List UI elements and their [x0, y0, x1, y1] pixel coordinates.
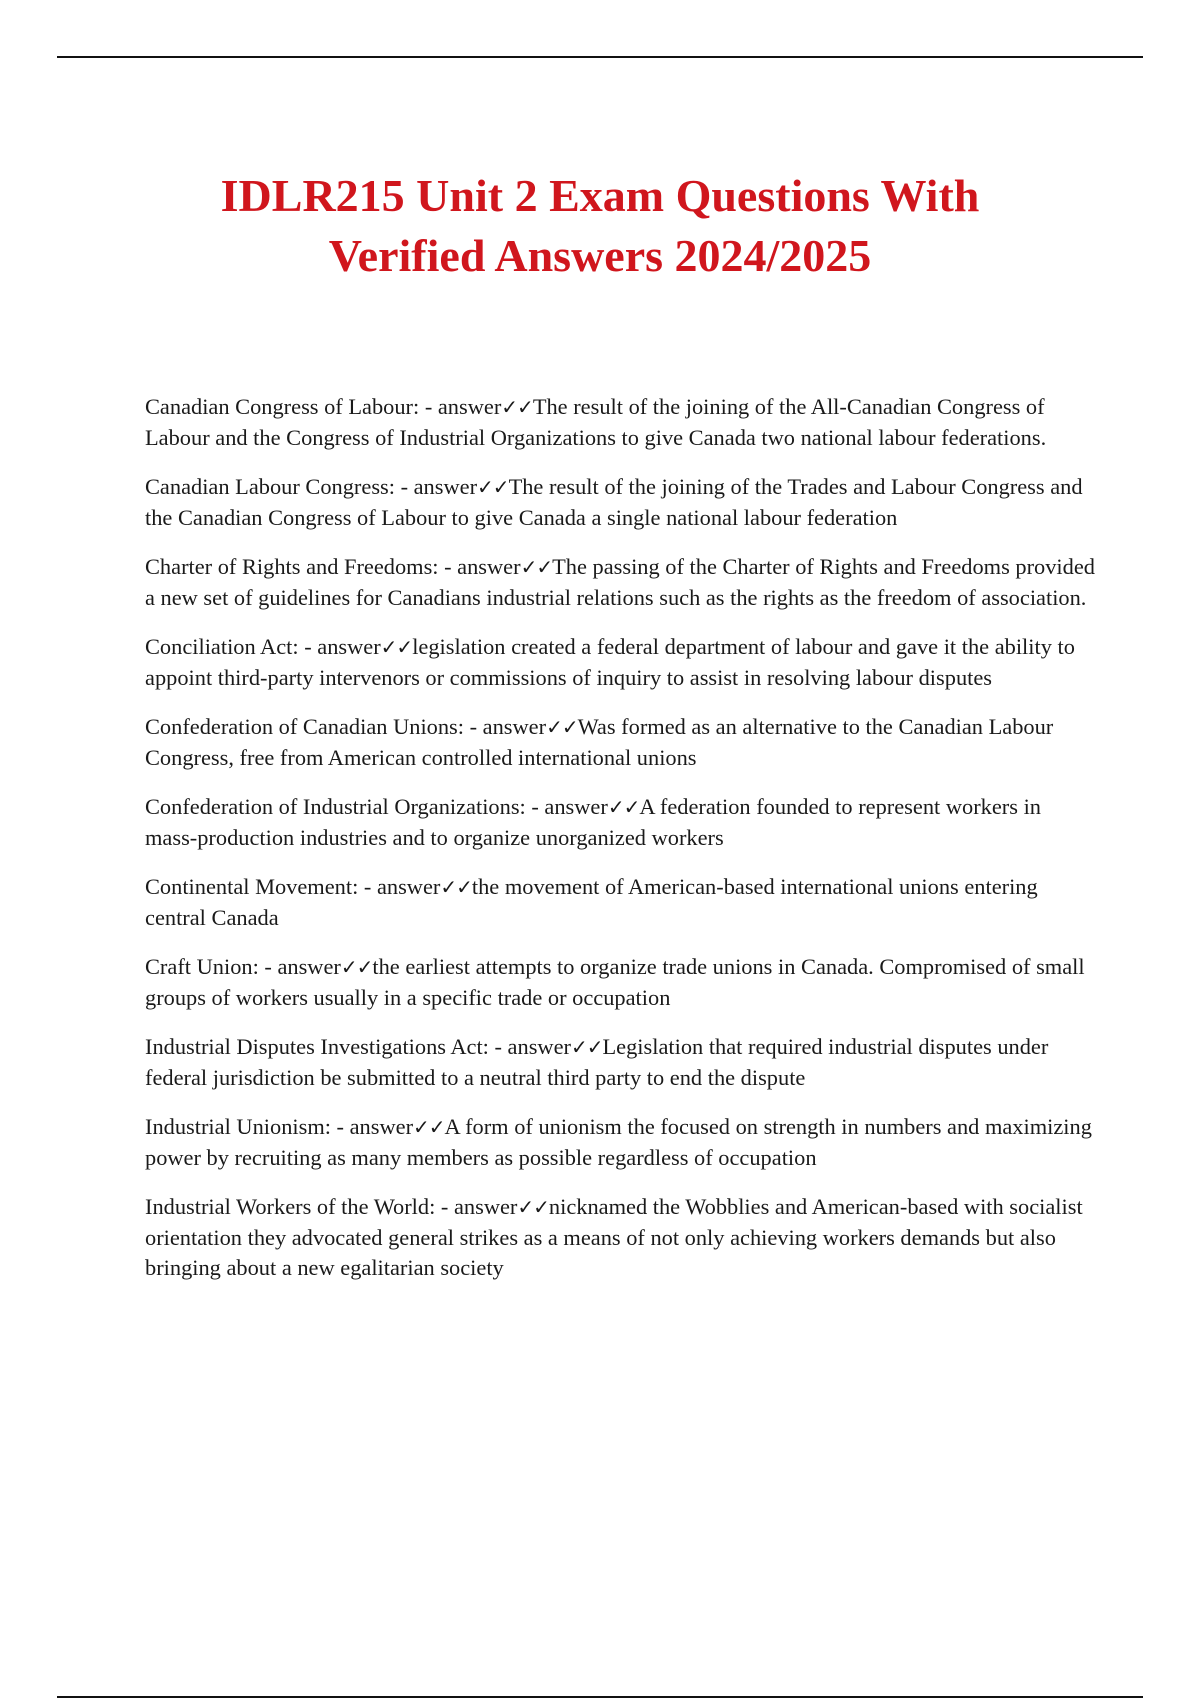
qa-definition: A federation founded to represent workers in mass-production industries and to organize unorganized workers: [145, 794, 1041, 850]
qa-entry: [145, 1032, 1095, 1093]
bottom-divider: [57, 1696, 1143, 1698]
qa-term: Conciliation Act: - answer: [145, 634, 381, 659]
title-line-2: Verified Answers 2024/2025: [328, 230, 872, 281]
check-marks-icon: ✓✓: [501, 395, 533, 419]
check-marks-icon: ✓✓: [477, 475, 509, 499]
qa-definition: the movement of American-based international unions entering central Canada: [145, 874, 1038, 930]
qa-entry: [145, 792, 1095, 853]
title-line-1: IDLR215 Unit 2 Exam Questions With: [220, 170, 980, 221]
qa-entry: [145, 952, 1095, 1013]
qa-definition: A form of unionism the focused on strength in numbers and maximizing power by recruiting as many members as possible regardless of occupation: [145, 1114, 1092, 1170]
qa-term: Canadian Labour Congress: - answer: [145, 474, 478, 499]
qa-term: Continental Movement: - answer: [145, 874, 441, 899]
qa-term: Craft Union: - answer: [145, 954, 341, 979]
qa-entry: [145, 552, 1095, 613]
document-title: [100, 166, 1100, 286]
qa-entry: [145, 1112, 1095, 1173]
check-marks-icon: ✓✓: [520, 555, 553, 579]
check-marks-icon: ✓✓: [340, 955, 373, 979]
check-marks-icon: ✓✓: [607, 795, 640, 819]
qa-term: Confederation of Canadian Unions: - answer: [145, 714, 547, 739]
qa-term: Canadian Congress of Labour: - answer: [145, 394, 502, 419]
qa-term: Industrial Disputes Investigations Act: - answer: [145, 1034, 571, 1059]
qa-list: [145, 392, 1095, 1303]
check-marks-icon: ✓✓: [440, 875, 472, 899]
check-marks-icon: ✓✓: [517, 1195, 549, 1219]
qa-term: Charter of Rights and Freedoms: - answer: [145, 554, 521, 579]
top-divider: [57, 56, 1143, 58]
qa-entry: [145, 1192, 1095, 1284]
qa-entry: [145, 712, 1095, 773]
qa-entry: [145, 392, 1095, 453]
qa-term: Industrial Unionism: - answer: [145, 1114, 414, 1139]
qa-definition: The passing of the Charter of Rights and Freedoms provided a new set of guidelines for Canadians industrial relations such as the rights as the freedom of association.: [145, 554, 1095, 610]
qa-definition: nicknamed the Wobblies and American-based with socialist orientation they advocated general strikes as a means of not only achieving workers demands but also bringing about a new egalitarian society: [145, 1194, 1083, 1280]
check-marks-icon: ✓✓: [413, 1115, 445, 1139]
check-marks-icon: ✓✓: [380, 635, 413, 659]
qa-definition: The result of the joining of the Trades and Labour Congress and the Canadian Congress of Labour to give Canada a single national labour federation: [145, 474, 1083, 530]
qa-entry: [145, 472, 1095, 533]
qa-definition: Was formed as an alternative to the Canadian Labour Congress, free from American controlled international unions: [145, 714, 1054, 770]
qa-entry: [145, 872, 1095, 933]
check-marks-icon: ✓✓: [546, 715, 578, 739]
qa-definition: Legislation that required industrial disputes under federal jurisdiction be submitted to a neutral third party to end the dispute: [145, 1034, 1049, 1090]
qa-term: Confederation of Industrial Organizations: - answer: [145, 794, 608, 819]
check-marks-icon: ✓✓: [570, 1035, 603, 1059]
qa-definition: The result of the joining of the All-Canadian Congress of Labour and the Congress of Industrial Organizations to give Canada two national labour federations.: [145, 394, 1047, 450]
qa-term: Industrial Workers of the World: - answer: [145, 1194, 518, 1219]
qa-definition: legislation created a federal department of labour and gave it the ability to appoint third-party intervenors or commissions of inquiry to assist in resolving labour disputes: [145, 634, 1075, 690]
qa-definition: the earliest attempts to organize trade unions in Canada. Compromised of small groups of workers usually in a specific trade or occupation: [145, 954, 1085, 1010]
qa-entry: [145, 632, 1095, 693]
